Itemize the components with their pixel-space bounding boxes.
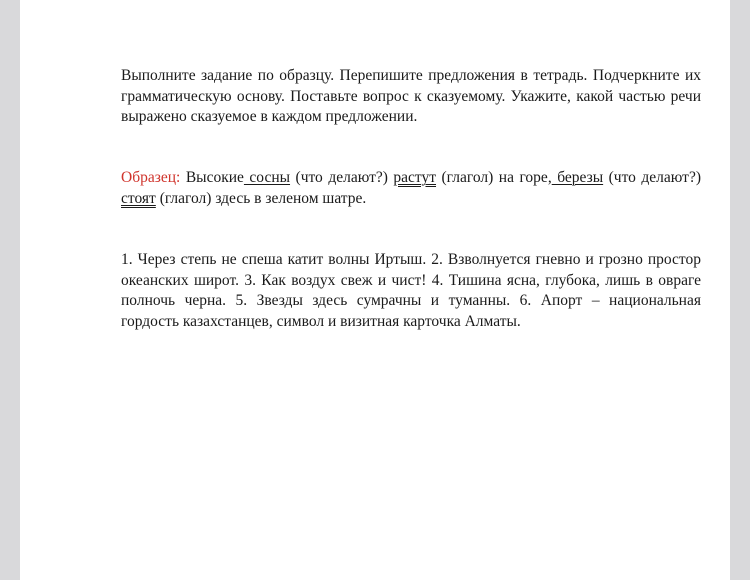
example-predicate-1: растут [393, 169, 437, 186]
example-subject-2: березы [551, 169, 604, 186]
example-text-2: (что делают?) [290, 169, 394, 186]
task-instructions: Выполните задание по образцу. Перепишите предложения в тетрадь. Подчеркните их грамматическую основу. Поставьте вопрос к сказуемому. Укажите, какой частью речи выражено сказуемое в каждом предложении. [121, 67, 701, 125]
example-text-1: Высокие [180, 169, 244, 186]
example-paragraph [121, 168, 701, 209]
example-predicate-2: стоят [121, 189, 156, 207]
example-text-4: (что делают?) [603, 169, 701, 186]
example-text-3: (глагол) на горе, [436, 169, 552, 186]
document-page [20, 0, 730, 580]
exercise-sentences: 1. Через степь не спеша катит волны Иртыш. 2. Взволнуется гневно и грозно простор океанских широт. 3. Как воздух свеж и чист! 4. Тишина ясна, глубока, лишь в овраге полночь черна. 5. Звезды здесь сумрачны и туманны. 6. Апорт – национальная гордость казахстанцев, символ и визитная карточка Алматы. [121, 251, 701, 330]
example-subject-1: сосны [243, 169, 291, 186]
example-label: Образец: [121, 169, 181, 186]
example-text-5: (глагол) здесь в зеленом шатре. [155, 189, 367, 207]
